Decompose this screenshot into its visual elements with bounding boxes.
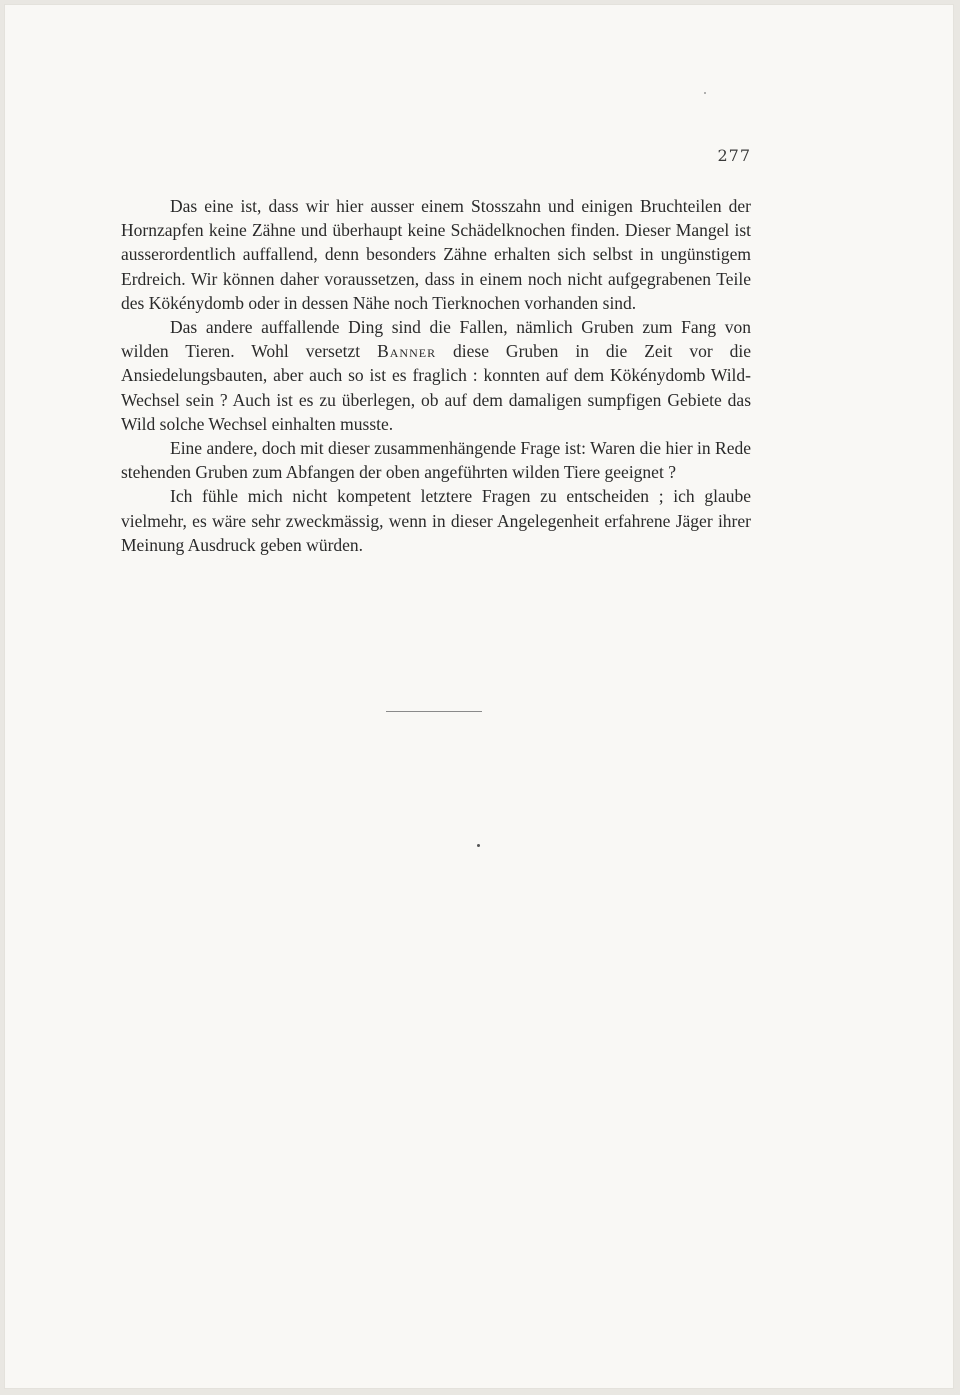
paragraph-2 — [121, 315, 751, 436]
print-speck — [704, 92, 706, 94]
page-number: 277 — [717, 146, 751, 165]
paragraph-4: Ich fühle mich nicht kompetent letztere Fragen zu entscheiden ; ich glaube vielmehr, es wäre sehr zweckmässig, wenn in dieser Angelegenheit erfahrene Jäger ihrer Meinung Ausdruck geben würden. — [121, 486, 751, 555]
paragraph-1: Das eine ist, dass wir hier ausser einem Stosszahn und einigen Bruchteilen der Hornzapfen keine Zähne und überhaupt keine Schädelknochen finden. Dieser Mangel ist ausserordentlich auffallend, denn besonders Zähne erhalten sich selbst in ungünstigem Erdreich. Wir können daher voraussetzen, dass in einem noch nicht aufgegrabenen Teile des Kökénydomb oder in dessen Nähe noch Tierknochen vorhanden sind. — [121, 196, 751, 313]
paragraph-2-start: Das andere auffallende Ding sind die Fallen, nämlich Gruben zum Fang von wilden Tieren. Wohl versetzt — [121, 317, 751, 362]
print-speck — [477, 844, 480, 847]
author-name-banner: Banner — [377, 341, 437, 362]
end-rule — [386, 711, 482, 712]
page-sheet — [4, 4, 954, 1389]
body-text — [121, 194, 751, 557]
paragraph-2-end: diese Gruben in die Zeit vor die Ansiedelungsbauten, aber auch so ist es fraglich : konnten auf dem Kökénydomb Wild-Wechsel sein ? Auch ist es zu überlegen, ob auf dem damaligen sumpfigen Gebiete das Wild solche Wechsel einhalten musste. — [121, 341, 751, 434]
paragraph-3: Eine andere, doch mit dieser zusammenhängende Frage ist: Waren die hier in Rede stehenden Gruben zum Abfangen der oben angeführten wilden Tiere geeignet ? — [121, 438, 751, 483]
